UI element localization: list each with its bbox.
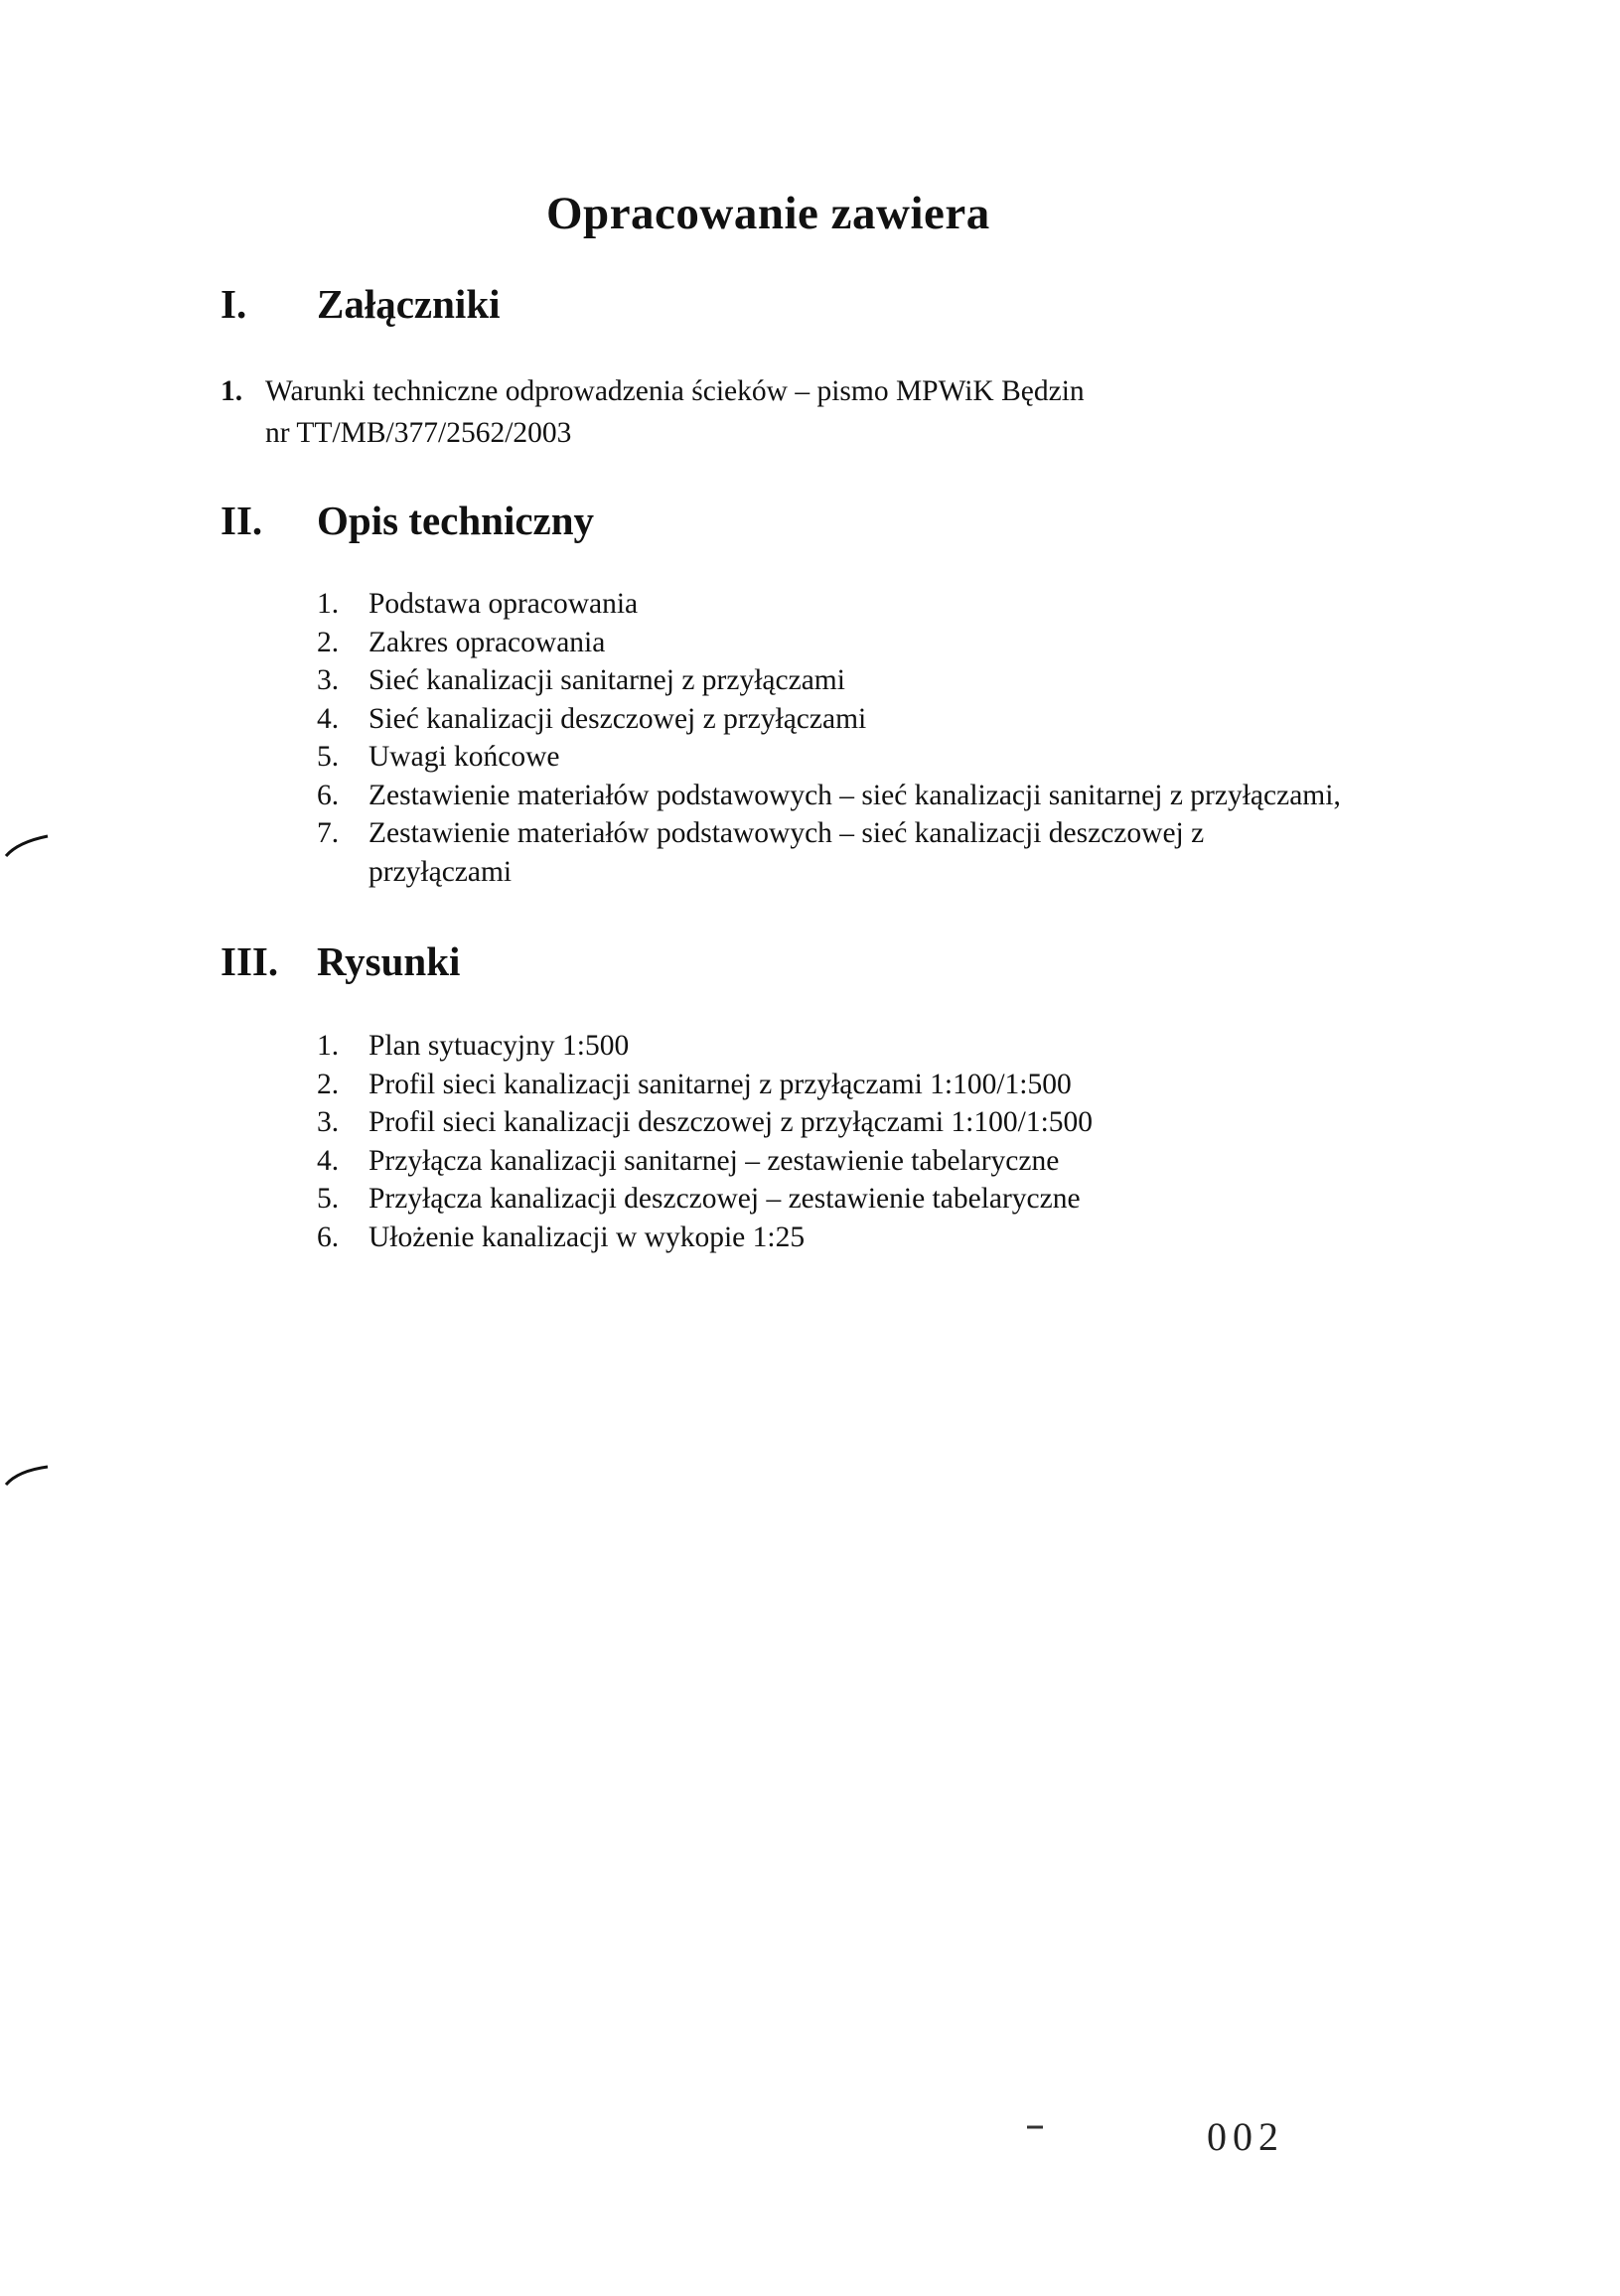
- list-item: [317, 1219, 1093, 1257]
- section-heading-technical-description: [221, 497, 594, 544]
- item-number: 3.: [317, 1106, 340, 1138]
- section-numeral: III.: [221, 938, 279, 984]
- page-title: Opracowanie zawiera: [546, 188, 990, 239]
- item-text: Zestawienie materiałów podstawowych – sieć kanalizacji deszczowej z: [368, 817, 1205, 849]
- item-text: Uwagi końcowe: [368, 741, 560, 773]
- item-text: Przyłącza kanalizacji deszczowej – zestawienie tabelaryczne: [368, 1183, 1081, 1215]
- item-text: Podstawa opracowania: [368, 588, 639, 620]
- section-title: Załączniki: [317, 281, 501, 327]
- item-text-continuation: nr TT/MB/377/2562/2003: [265, 417, 572, 449]
- punch-mark: [0, 1445, 60, 1495]
- technical-description-list: [317, 585, 1341, 891]
- item-number: 6.: [317, 1220, 340, 1253]
- item-text: Przyłącza kanalizacji sanitarnej – zestawienie tabelaryczne: [368, 1144, 1060, 1177]
- punch-mark: [0, 814, 60, 864]
- item-text: Zakres opracowania: [368, 626, 606, 658]
- item-number: 1.: [221, 375, 243, 407]
- item-number: 4.: [317, 1144, 340, 1177]
- section-heading-drawings: [221, 937, 460, 985]
- list-item: [317, 1180, 1093, 1219]
- list-item: [317, 777, 1341, 815]
- section-title: Opis techniczny: [317, 498, 595, 543]
- item-number: 4.: [317, 702, 340, 735]
- item-text: Profil sieci kanalizacji deszczowej z przyłączami 1:100/1:500: [368, 1106, 1094, 1138]
- drawings-list: [317, 1027, 1093, 1256]
- list-item: [317, 814, 1341, 891]
- item-number: 5.: [317, 1183, 340, 1215]
- item-text: Zestawienie materiałów podstawowych – sieć kanalizacji sanitarnej z przyłączami,: [368, 779, 1341, 811]
- section-numeral: II.: [221, 498, 263, 543]
- section-title: Rysunki: [317, 938, 461, 984]
- list-item: [317, 1066, 1093, 1104]
- list-item: [317, 1142, 1093, 1181]
- list-item: [317, 738, 1341, 777]
- item-number: 5.: [317, 741, 340, 773]
- item-text-continuation: przyłączami: [368, 855, 513, 888]
- attachment-item: [221, 370, 1085, 454]
- item-number: 2.: [317, 626, 340, 658]
- item-text: Plan sytuacyjny 1:500: [368, 1030, 630, 1062]
- list-item: [317, 585, 1341, 624]
- list-item: [317, 1027, 1093, 1066]
- page-number: 002: [1207, 2114, 1284, 2159]
- list-item: [317, 1103, 1093, 1142]
- section-numeral: I.: [221, 281, 247, 327]
- item-text: Profil sieci kanalizacji sanitarnej z przyłączami 1:100/1:500: [368, 1068, 1072, 1100]
- list-item: [317, 700, 1341, 739]
- item-number: 6.: [317, 779, 340, 811]
- item-number: 2.: [317, 1068, 340, 1100]
- list-item: [317, 624, 1341, 662]
- item-number: 7.: [317, 817, 340, 849]
- item-number: 1.: [317, 588, 340, 620]
- scan-speck: [1023, 2117, 1063, 2137]
- item-text: Ułożenie kanalizacji w wykopie 1:25: [368, 1220, 806, 1253]
- item-text: Sieć kanalizacji sanitarnej z przyłączami: [368, 664, 845, 696]
- item-number: 1.: [317, 1030, 340, 1062]
- item-number: 3.: [317, 664, 340, 696]
- item-text: Warunki techniczne odprowadzenia ścieków – pismo MPWiK Będzin: [265, 375, 1085, 407]
- section-heading-attachments: [221, 280, 501, 328]
- item-text: Sieć kanalizacji deszczowej z przyłączami: [368, 702, 867, 735]
- list-item: [317, 661, 1341, 700]
